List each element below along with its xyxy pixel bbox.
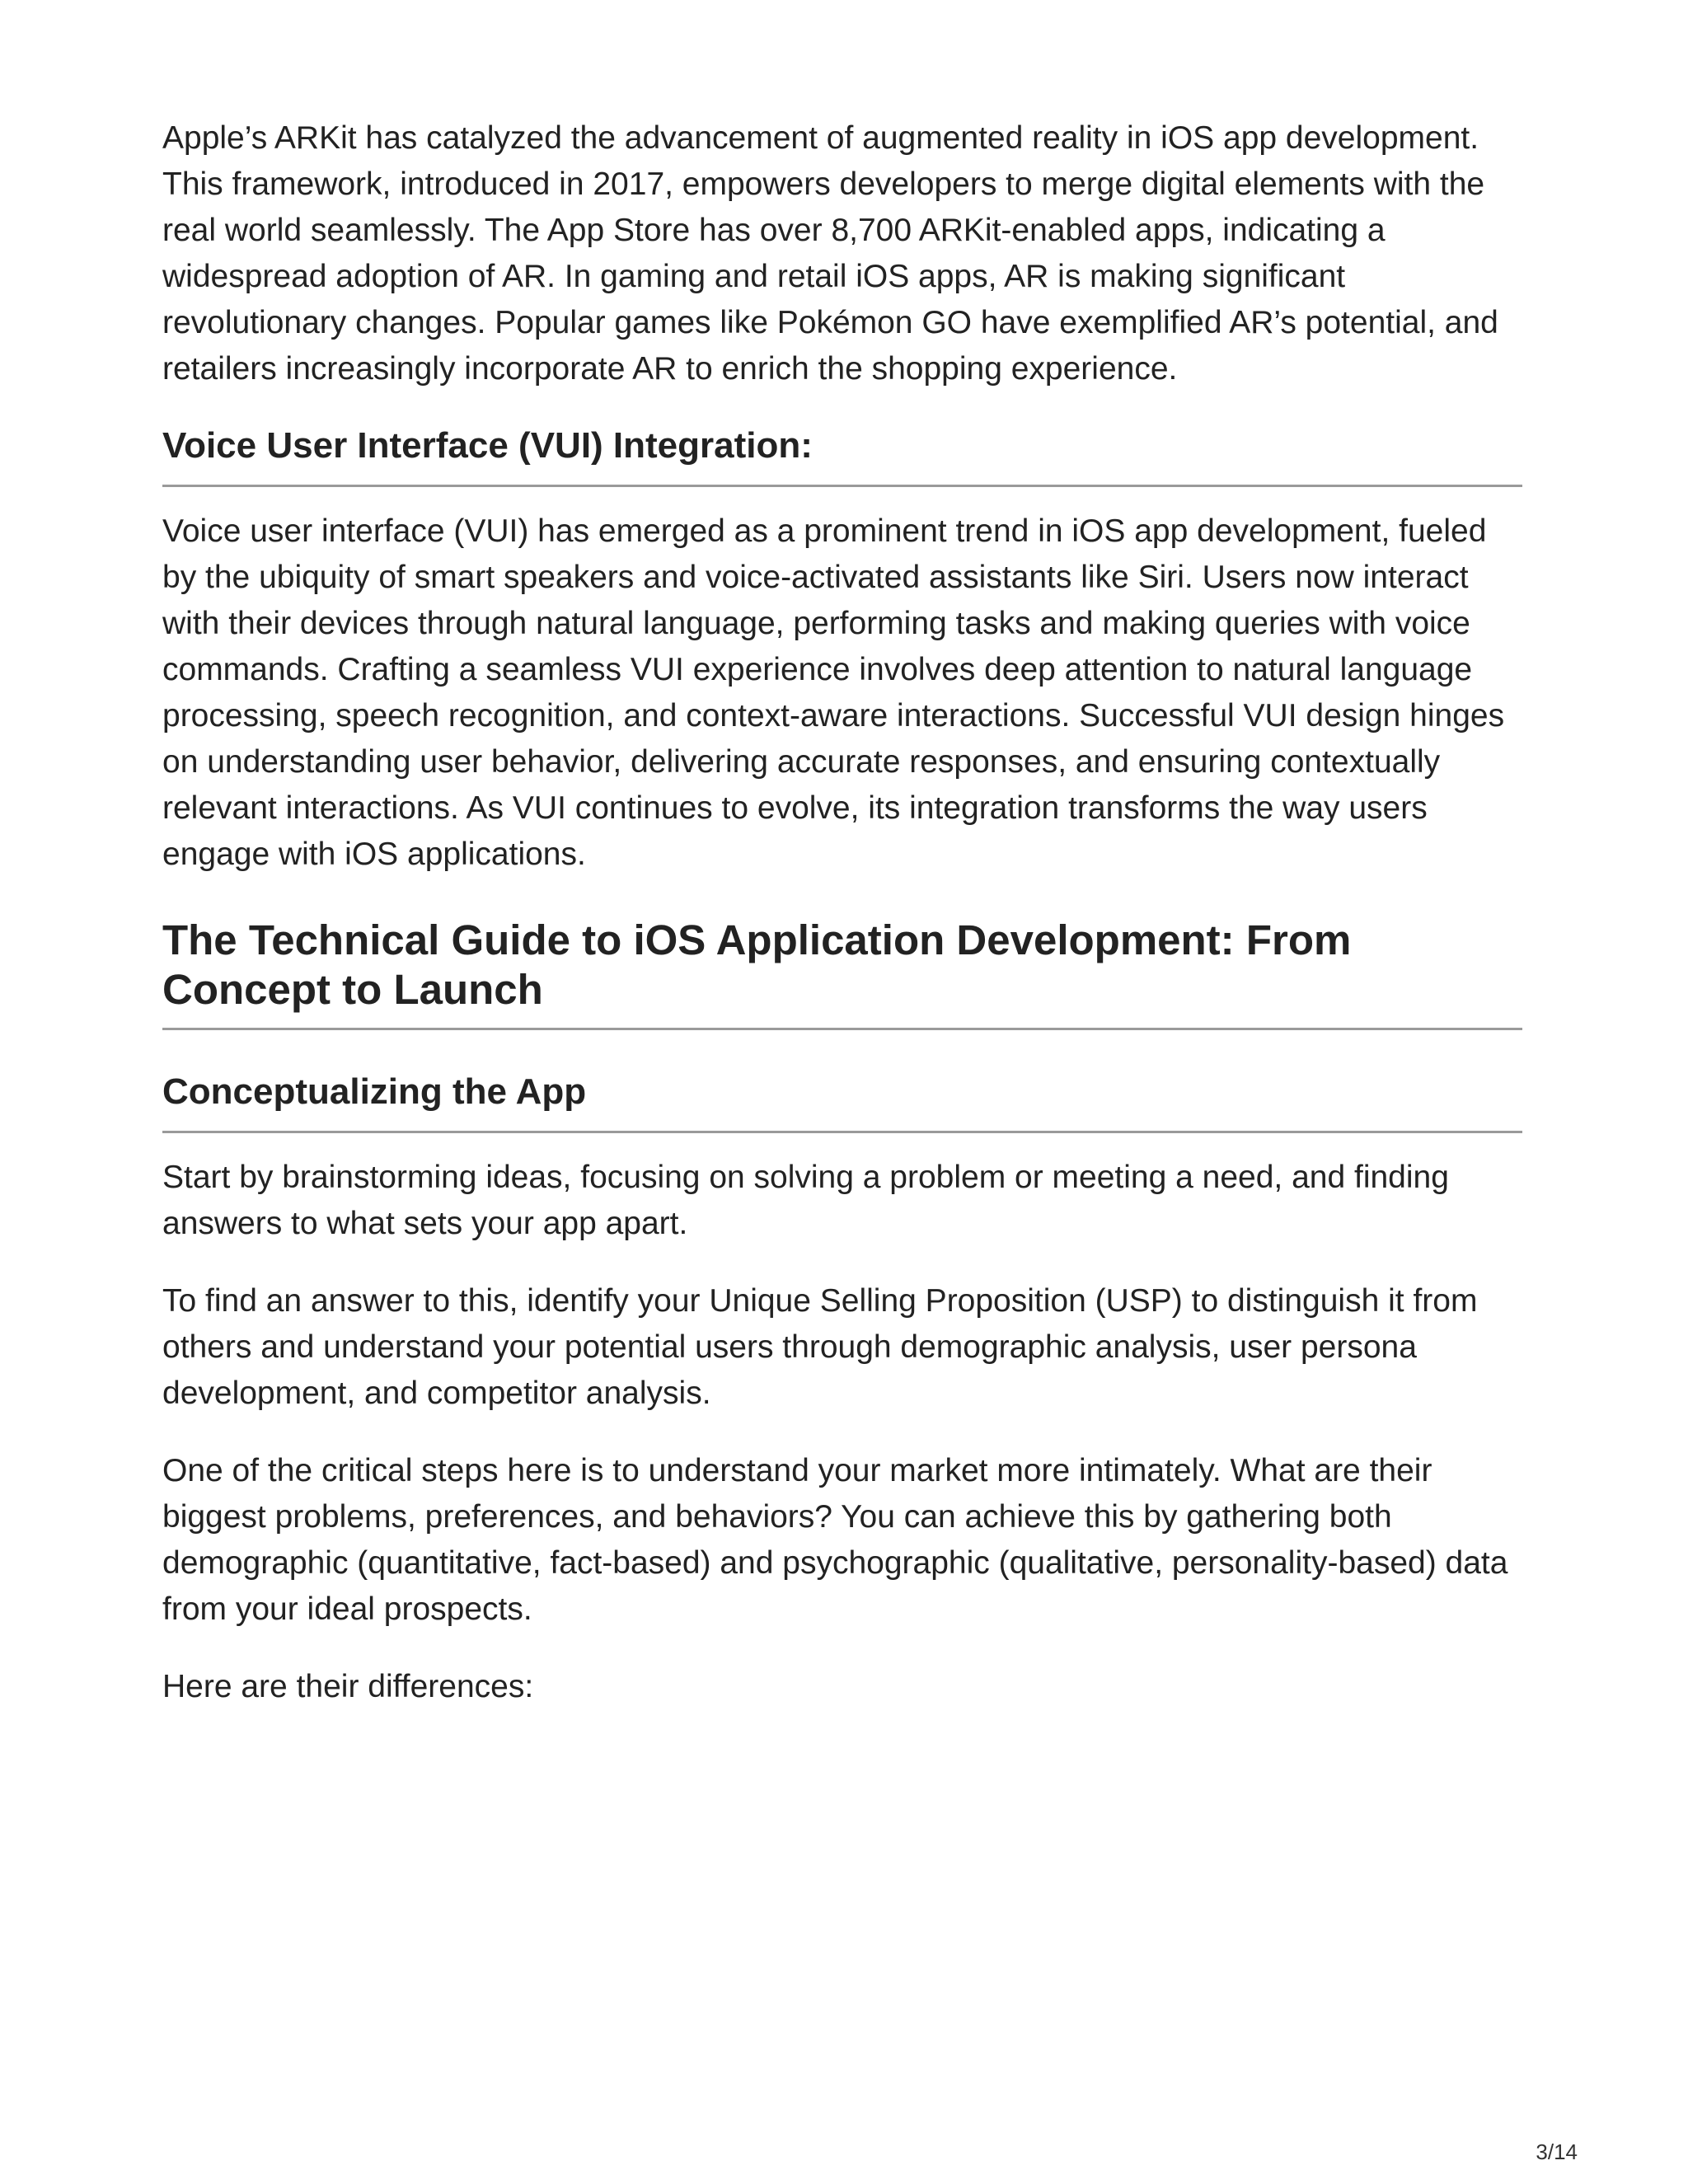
page-number: 3/14 — [1536, 2139, 1578, 2164]
vui-paragraph: Voice user interface (VUI) has emerged as a prominent trend in iOS app development, fueled by the ubiquity of smart speakers and voice-activated assistants like Siri. Users now interact with their devices through natural language, performing tasks and making queries with voice commands. Crafting a seamless VUI experience involves deep attention to natural language processing, speech recognition, and context-aware interactions. Successful VUI design hinges on understanding user behavior, delivering accurate responses, and ensuring contextually relevant interactions. As VUI continues to evolve, its integration transforms the way users engage with iOS applications. — [162, 513, 1505, 872]
vui-heading: Voice User Interface (VUI) Integration: — [162, 424, 1522, 487]
guide-heading: The Technical Guide to iOS Application Development: From Concept to Launch — [162, 916, 1522, 1030]
concept-paragraph-3: One of the critical steps here is to understand your market more intimately. What are their biggest problems, preferences, and behaviors? You can achieve this by gathering both demographic (quantitative, fact-based) and psychographic (qualitative, personality-based) data from your ideal prospects. — [162, 1453, 1508, 1627]
ar-paragraph: Apple’s ARKit has catalyzed the advancement of augmented reality in iOS app development. This framework, introduced in 2017, empowers developers to merge digital elements with the real world seamlessly. The App Store has over 8,700 ARKit-enabled apps, indicating a widespread adoption of AR. In gaming and retail iOS apps, AR is making significant revolutionary changes. Popular games like Pokémon GO have exemplified AR’s potential, and retailers increasingly incorporate AR to enrich the shopping experience. — [162, 120, 1498, 387]
article-content — [162, 115, 1522, 1741]
concept-heading: Conceptualizing the App — [162, 1070, 1522, 1133]
concept-paragraph-2: To find an answer to this, identify your Unique Selling Proposition (USP) to distinguish it from others and understand your potential users through demographic analysis, user persona development, and competitor analysis. — [162, 1283, 1478, 1411]
concept-paragraph-4: Here are their differences: — [162, 1669, 534, 1704]
concept-paragraph-1: Start by brainstorming ideas, focusing on solving a problem or meeting a need, and finding answers to what sets your app apart. — [162, 1160, 1449, 1241]
